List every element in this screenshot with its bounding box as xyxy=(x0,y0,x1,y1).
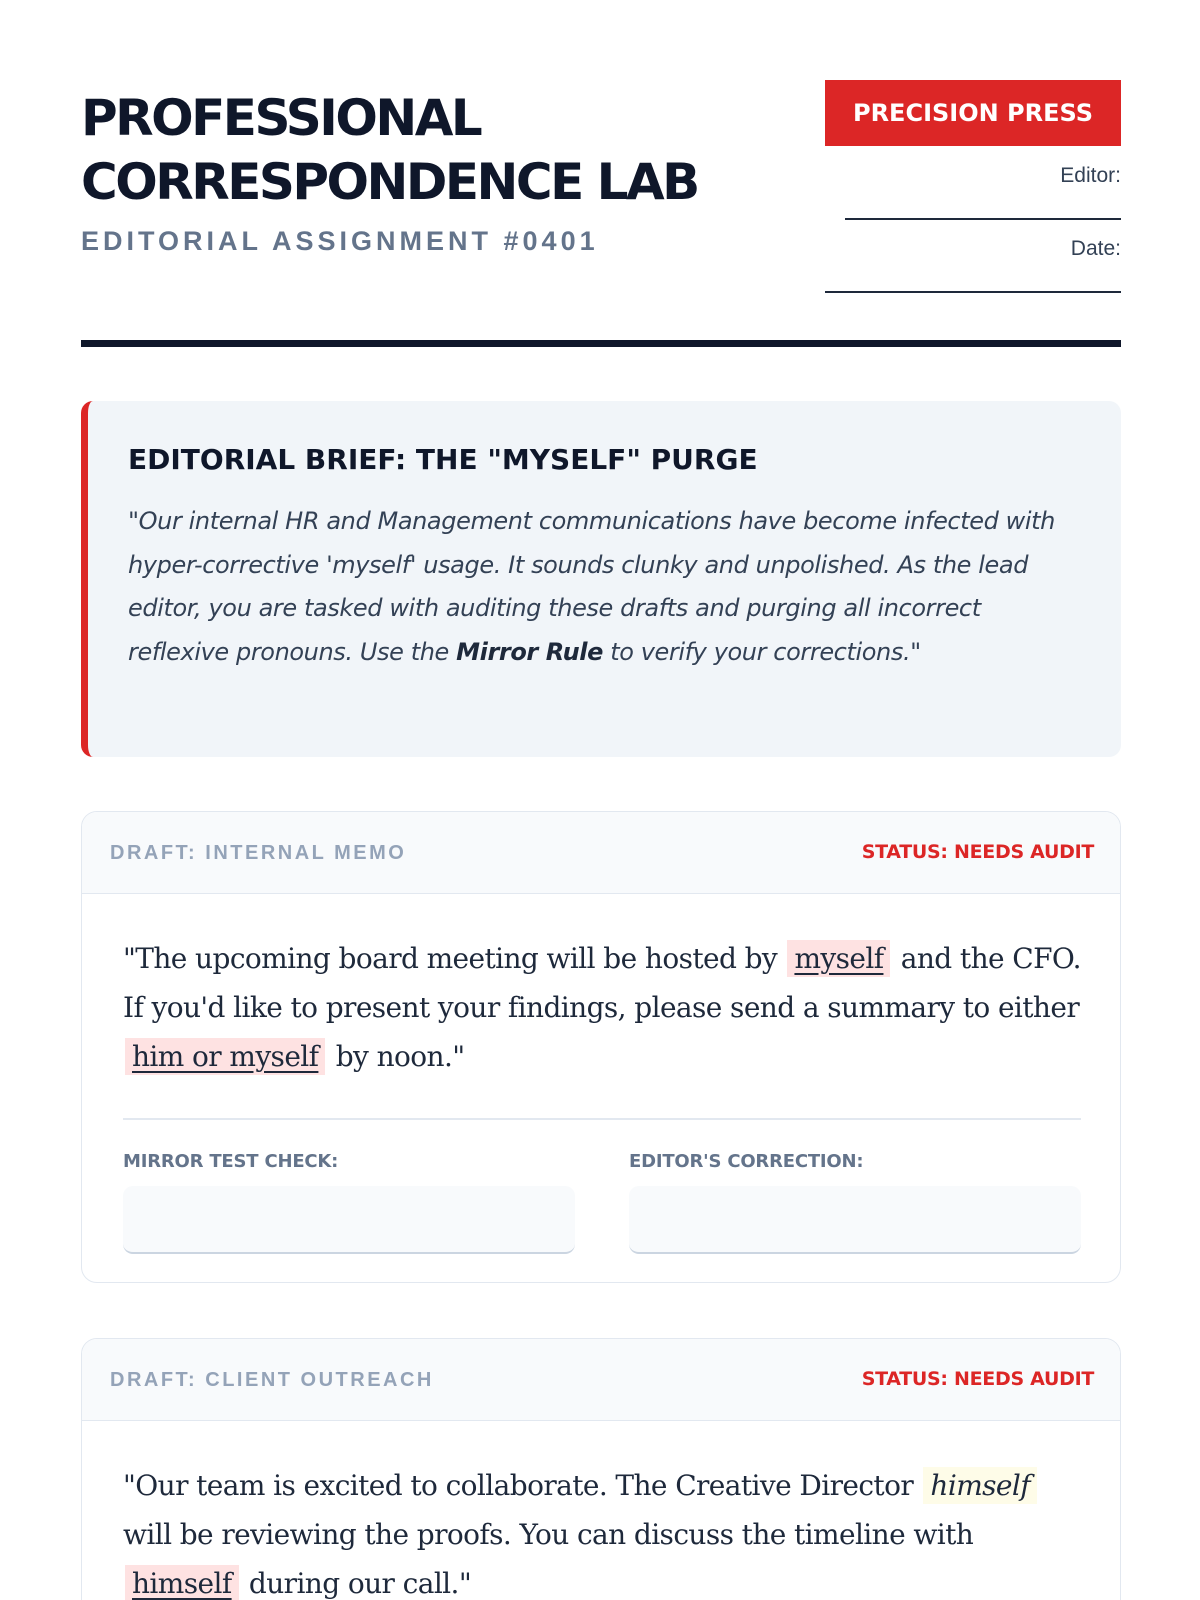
highlighted-correct-usage[interactable]: himself xyxy=(923,1467,1037,1504)
assignment-subtitle: EDITORIAL ASSIGNMENT #0401 xyxy=(81,226,599,256)
editorial-brief xyxy=(81,401,1121,757)
highlighted-error[interactable]: him or myself xyxy=(125,1038,325,1075)
status-badge: STATUS: NEEDS AUDIT xyxy=(861,1368,1094,1390)
brief-text xyxy=(128,500,1088,674)
editor-signature-line[interactable] xyxy=(845,218,1121,220)
draft-text-segment: by noon." xyxy=(327,1040,465,1073)
mirror-test-input[interactable] xyxy=(123,1186,575,1254)
date-line[interactable] xyxy=(825,291,1121,293)
brief-text-intro: "Our internal HR and Management communications have become infected with hyper-corrective 'myself' usage. It sounds clunky and unpolished. As the lead editor, you are tasked with auditing these drafts and purging all incorrect reflexive pronouns. Use the xyxy=(128,507,1055,666)
draft-text xyxy=(123,1461,1083,1600)
date-label: Date: xyxy=(1070,237,1121,260)
brief-title: EDITORIAL BRIEF: THE "MYSELF" PURGE xyxy=(128,443,758,476)
draft-text-segment: "Our team is excited to collaborate. The Creative Director xyxy=(123,1469,922,1502)
highlighted-error[interactable]: myself xyxy=(787,940,890,977)
highlighted-error[interactable]: himself xyxy=(125,1565,239,1600)
header-divider xyxy=(81,340,1121,347)
status-badge: STATUS: NEEDS AUDIT xyxy=(861,841,1094,863)
mirror-test-label: MIRROR TEST CHECK: xyxy=(123,1151,339,1172)
editor-label: Editor: xyxy=(1060,164,1121,187)
draft-label: DRAFT: CLIENT OUTREACH xyxy=(110,1369,434,1391)
draft-text-segment: "The upcoming board meeting will be hosted by xyxy=(123,942,786,975)
draft-card-header xyxy=(82,1339,1120,1421)
page-header xyxy=(81,80,1121,348)
editor-correction-input[interactable] xyxy=(629,1186,1081,1254)
mirror-rule-emphasis: Mirror Rule xyxy=(456,637,603,666)
page-title: PROFESSIONAL CORRESPONDENCE LAB xyxy=(81,89,698,211)
draft-card-internal-memo xyxy=(81,811,1121,1283)
draft-label: DRAFT: INTERNAL MEMO xyxy=(110,842,407,864)
draft-card-client-outreach xyxy=(81,1338,1121,1600)
brand-badge: PRECISION PRESS xyxy=(825,80,1121,146)
editor-correction-label: EDITOR'S CORRECTION: xyxy=(629,1151,864,1172)
brief-text-outro: to verify your corrections." xyxy=(602,637,921,666)
draft-text-segment: during our call." xyxy=(240,1567,472,1600)
draft-text-segment: and the CFO. If you'd like to present your findings, please send a summary to either xyxy=(123,942,1081,1024)
draft-text xyxy=(123,934,1083,1081)
card-divider xyxy=(123,1118,1081,1120)
draft-text-segment: will be reviewing the proofs. You can discuss the timeline with xyxy=(123,1518,974,1551)
draft-card-header xyxy=(82,812,1120,894)
